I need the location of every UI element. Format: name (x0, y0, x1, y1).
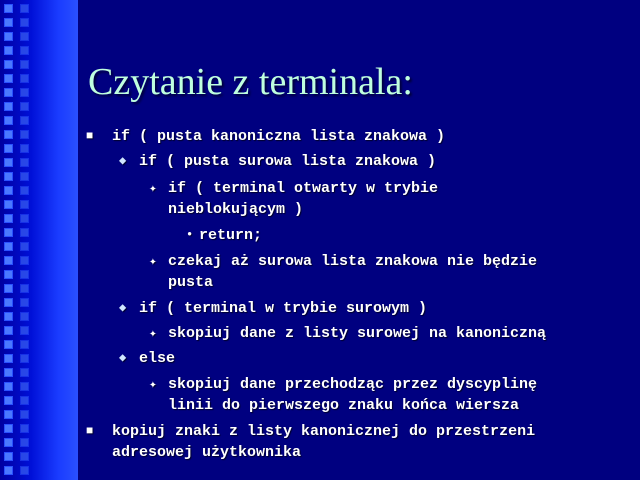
decorative-square (4, 60, 13, 69)
decorative-square (4, 284, 13, 293)
decorative-square (4, 340, 13, 349)
decorative-square (4, 326, 13, 335)
decorative-square (20, 452, 29, 461)
item-text: czekaj aż surowa lista znakowa nie będzie (168, 253, 538, 270)
decorative-square (20, 116, 29, 125)
item-text: return; (199, 227, 263, 244)
decorative-square (4, 102, 13, 111)
decorative-square (4, 354, 13, 363)
square-pattern-secondary (20, 4, 29, 480)
decorative-square (20, 354, 29, 363)
decorative-square (20, 242, 29, 251)
decorative-square (4, 298, 13, 307)
dot-bullet-icon: • (186, 228, 194, 242)
decorative-square (4, 438, 13, 447)
bullet-item-if-nonblocking (149, 178, 439, 220)
decorative-square (20, 312, 29, 321)
decorative-square (20, 200, 29, 209)
item-text: kopiuj znaki z listy kanonicznej do przestrzeni (112, 423, 536, 440)
square-bullet-icon: ■ (86, 424, 94, 438)
decorative-square (20, 284, 29, 293)
bullet-item-copy-raw (149, 323, 547, 344)
decorative-square (20, 438, 29, 447)
decorative-square (20, 214, 29, 223)
slide-title: Czytanie z terminala: (88, 61, 413, 103)
star-bullet-icon: ✦ (149, 254, 157, 269)
decorative-square (4, 256, 13, 265)
decorative-square (20, 32, 29, 41)
diamond-bullet-icon: ◆ (119, 351, 127, 365)
decorative-square (20, 298, 29, 307)
bullet-item-if-raw-mode (119, 298, 428, 319)
decorative-square (4, 186, 13, 195)
decorative-square (4, 382, 13, 391)
bullet-item-return (186, 225, 263, 246)
decorative-square (4, 144, 13, 153)
decorative-square (4, 116, 13, 125)
decorative-square (20, 172, 29, 181)
item-text-continuation: nieblokującym ) (168, 201, 304, 218)
diamond-bullet-icon: ◆ (119, 154, 127, 168)
decorative-square (4, 88, 13, 97)
decorative-square (20, 270, 29, 279)
item-text-continuation: adresowej użytkownika (112, 444, 302, 461)
decorative-square (4, 452, 13, 461)
bullet-item-wait (149, 251, 538, 293)
bullet-item-if-raw (119, 151, 437, 172)
star-bullet-icon: ✦ (149, 181, 157, 196)
decorative-square (4, 214, 13, 223)
decorative-square (20, 340, 29, 349)
decorative-square (20, 60, 29, 69)
decorative-square (20, 74, 29, 83)
decorative-square (4, 396, 13, 405)
decorative-square (4, 18, 13, 27)
decorative-square (20, 46, 29, 55)
item-text: skopiuj dane przechodząc przez dyscyplinę (168, 376, 538, 393)
decorative-square (20, 368, 29, 377)
decorative-square (4, 410, 13, 419)
decorative-square (4, 228, 13, 237)
star-bullet-icon: ✦ (149, 326, 157, 341)
bullet-item-copy-discipline (149, 374, 538, 416)
decorative-square (20, 186, 29, 195)
decorative-square (20, 228, 29, 237)
decorative-square (20, 144, 29, 153)
decorative-square (4, 32, 13, 41)
bullet-item-if-canonical (86, 126, 446, 147)
decorative-square (4, 4, 13, 13)
decorative-square (20, 326, 29, 335)
decorative-square (4, 312, 13, 321)
decorative-sidebar (0, 0, 78, 480)
star-bullet-icon: ✦ (149, 377, 157, 392)
decorative-square (4, 172, 13, 181)
item-text: if ( pusta kanoniczna lista znakowa ) (112, 128, 446, 145)
decorative-square (20, 382, 29, 391)
item-text: if ( pusta surowa lista znakowa ) (139, 153, 437, 170)
decorative-square (4, 74, 13, 83)
decorative-square (4, 130, 13, 139)
decorative-square (20, 4, 29, 13)
item-text: skopiuj dane z listy surowej na kanoniczną (168, 325, 547, 342)
decorative-square (4, 466, 13, 475)
square-bullet-icon: ■ (86, 129, 94, 143)
decorative-square (4, 270, 13, 279)
item-text-continuation: linii do pierwszego znaku końca wiersza (168, 397, 520, 414)
bullet-item-copy-user (86, 421, 536, 463)
item-text: else (139, 350, 176, 367)
decorative-square (20, 158, 29, 167)
item-text: if ( terminal otwarty w trybie (168, 180, 439, 197)
item-text: if ( terminal w trybie surowym ) (139, 300, 428, 317)
bullet-item-else (119, 348, 176, 369)
decorative-square (20, 410, 29, 419)
decorative-square (20, 102, 29, 111)
decorative-square (20, 256, 29, 265)
square-pattern (4, 4, 13, 480)
decorative-square (4, 242, 13, 251)
decorative-square (4, 368, 13, 377)
decorative-square (20, 466, 29, 475)
decorative-square (20, 88, 29, 97)
decorative-square (20, 424, 29, 433)
decorative-square (4, 424, 13, 433)
decorative-square (20, 18, 29, 27)
diamond-bullet-icon: ◆ (119, 301, 127, 315)
decorative-square (20, 130, 29, 139)
decorative-square (4, 200, 13, 209)
decorative-square (4, 46, 13, 55)
decorative-square (4, 158, 13, 167)
decorative-square (20, 396, 29, 405)
item-text-continuation: pusta (168, 274, 214, 291)
